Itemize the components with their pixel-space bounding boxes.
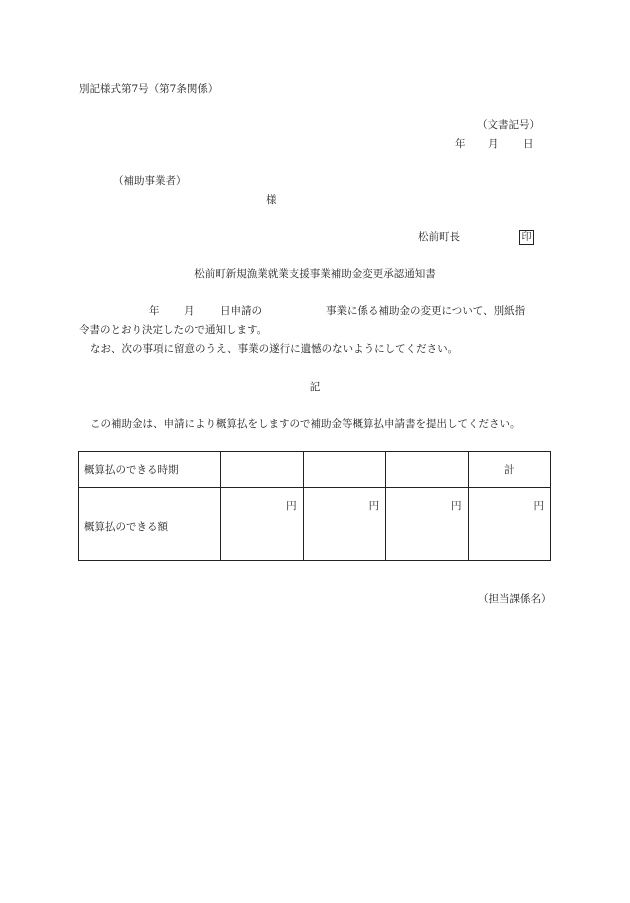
apply-month-label: 月 bbox=[184, 305, 195, 317]
amount-cell-2-yen: 円 bbox=[303, 488, 385, 561]
total-label: 計 bbox=[468, 452, 551, 488]
ki-heading: 記 bbox=[309, 381, 321, 393]
paragraph-1-rest: 事業に係る補助金の変更について、別紙指 bbox=[326, 305, 526, 317]
date-day-label: 日 bbox=[523, 138, 534, 150]
sender-name: 松前町長 bbox=[418, 231, 460, 243]
timing-cell-1 bbox=[221, 452, 303, 488]
payment-timing-label: 概算払のできる時期 bbox=[79, 452, 221, 488]
apply-year-label: 年 bbox=[149, 305, 160, 317]
date-year-label: 年 bbox=[455, 138, 466, 150]
table-row bbox=[79, 452, 551, 488]
paragraph-2: なお、次の事項に留意のうえ、事業の遂行に遺憾のないようにしてください。 bbox=[90, 343, 459, 355]
amount-cell-1-yen: 円 bbox=[221, 488, 303, 561]
amount-cell-3-yen: 円 bbox=[386, 488, 468, 561]
document-title: 松前町新規漁業就業支援事業補助金変更承認通知書 bbox=[194, 268, 436, 280]
recipient-honorific: 様 bbox=[266, 194, 277, 206]
payment-table bbox=[78, 451, 551, 561]
timing-cell-2 bbox=[303, 452, 385, 488]
timing-cell-3 bbox=[386, 452, 468, 488]
amount-total-yen: 円 bbox=[468, 488, 551, 561]
recipient-label: （補助事業者） bbox=[113, 175, 187, 187]
table-row bbox=[79, 488, 551, 561]
paragraph-1-line2: 令書のとおり決定したので通知します。 bbox=[79, 324, 268, 336]
apply-day-label: 日申請の bbox=[220, 305, 262, 317]
contact-section-label: （担当課係名） bbox=[478, 593, 552, 605]
form-number: 別記様式第7号（第7条関係） bbox=[79, 83, 219, 95]
document-number-label: （文書記号） bbox=[477, 119, 540, 131]
date-month-label: 月 bbox=[488, 138, 499, 150]
instruction-text: この補助金は、申請により概算払をしますので補助金等概算払申請書を提出してください。 bbox=[90, 418, 521, 430]
seal-mark bbox=[519, 230, 534, 245]
seal-box: 印 bbox=[519, 230, 534, 245]
payment-amount-label: 概算払のできる額 bbox=[79, 488, 221, 561]
